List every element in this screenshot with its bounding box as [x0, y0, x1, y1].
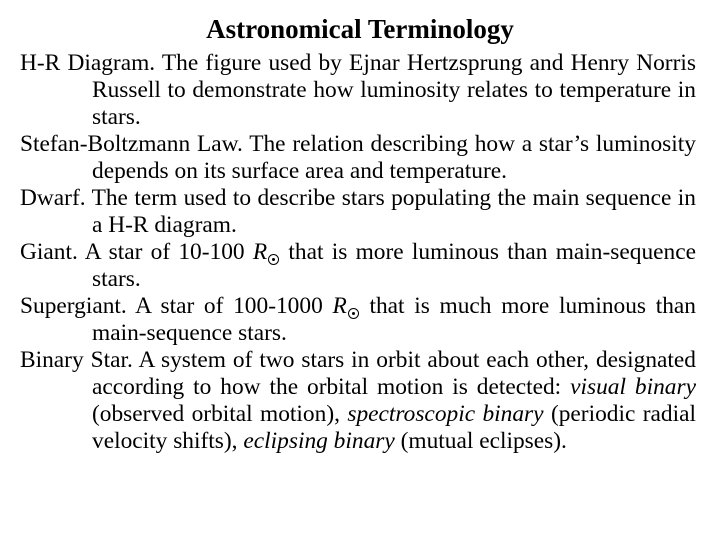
entry-term: Giant. — [20, 239, 78, 265]
solar-radius-unit: R — [332, 293, 347, 319]
page-title: Astronomical Terminology — [206, 14, 514, 44]
entry-definition: The relation describing how a star’s luminosity depends on its surface area and temperature. — [92, 131, 696, 184]
entry-term: H-R Diagram. — [20, 50, 156, 76]
entry-definition-end: that is more luminous than main-sequence stars. — [92, 239, 696, 292]
entry-term: Stefan-Boltzmann Law. — [20, 131, 243, 157]
sun-symbol-icon — [348, 308, 359, 319]
glossary-entry-dwarf — [20, 185, 696, 239]
binary-type-desc: (mutual eclipses). — [400, 428, 567, 454]
binary-type-name: visual binary — [570, 374, 696, 400]
entry-term: Binary Star. — [20, 347, 133, 373]
entry-definition: The figure used by Ejnar Hertzsprung and Henry Norris Russell to demonstrate how luminosity relates to temperature in stars. — [92, 50, 696, 130]
glossary-entry-hr-diagram — [20, 50, 696, 131]
solar-radius-unit: R — [252, 239, 268, 265]
entry-definition-end: that is much more luminous than main-sequence stars. — [92, 293, 696, 346]
glossary-entry-supergiant — [20, 293, 696, 347]
glossary-entry-binary-star — [20, 347, 696, 455]
sun-symbol-icon — [268, 254, 279, 265]
binary-type-name: spectroscopic binary — [347, 401, 544, 427]
entry-definition-start: A star of 10-100 — [84, 239, 245, 265]
binary-type-desc: (observed orbital motion), — [92, 401, 340, 427]
entry-definition-start: A star of 100-1000 — [135, 293, 323, 319]
binary-type-desc: (periodic radial velocity shifts), — [92, 401, 696, 454]
binary-type-name: eclipsing binary — [243, 428, 395, 454]
glossary-entry-stefan-boltzmann — [20, 131, 696, 185]
entry-term: Supergiant. — [20, 293, 127, 319]
glossary-entry-giant — [20, 239, 696, 293]
glossary-list — [20, 50, 696, 455]
entry-definition: The term used to describe stars populating the main sequence in a H-R diagram. — [91, 185, 696, 238]
entry-term: Dwarf. — [20, 185, 86, 211]
entry-definition: A system of two stars in orbit about each other, designated according to how the orbital motion is detected: — [92, 347, 696, 400]
